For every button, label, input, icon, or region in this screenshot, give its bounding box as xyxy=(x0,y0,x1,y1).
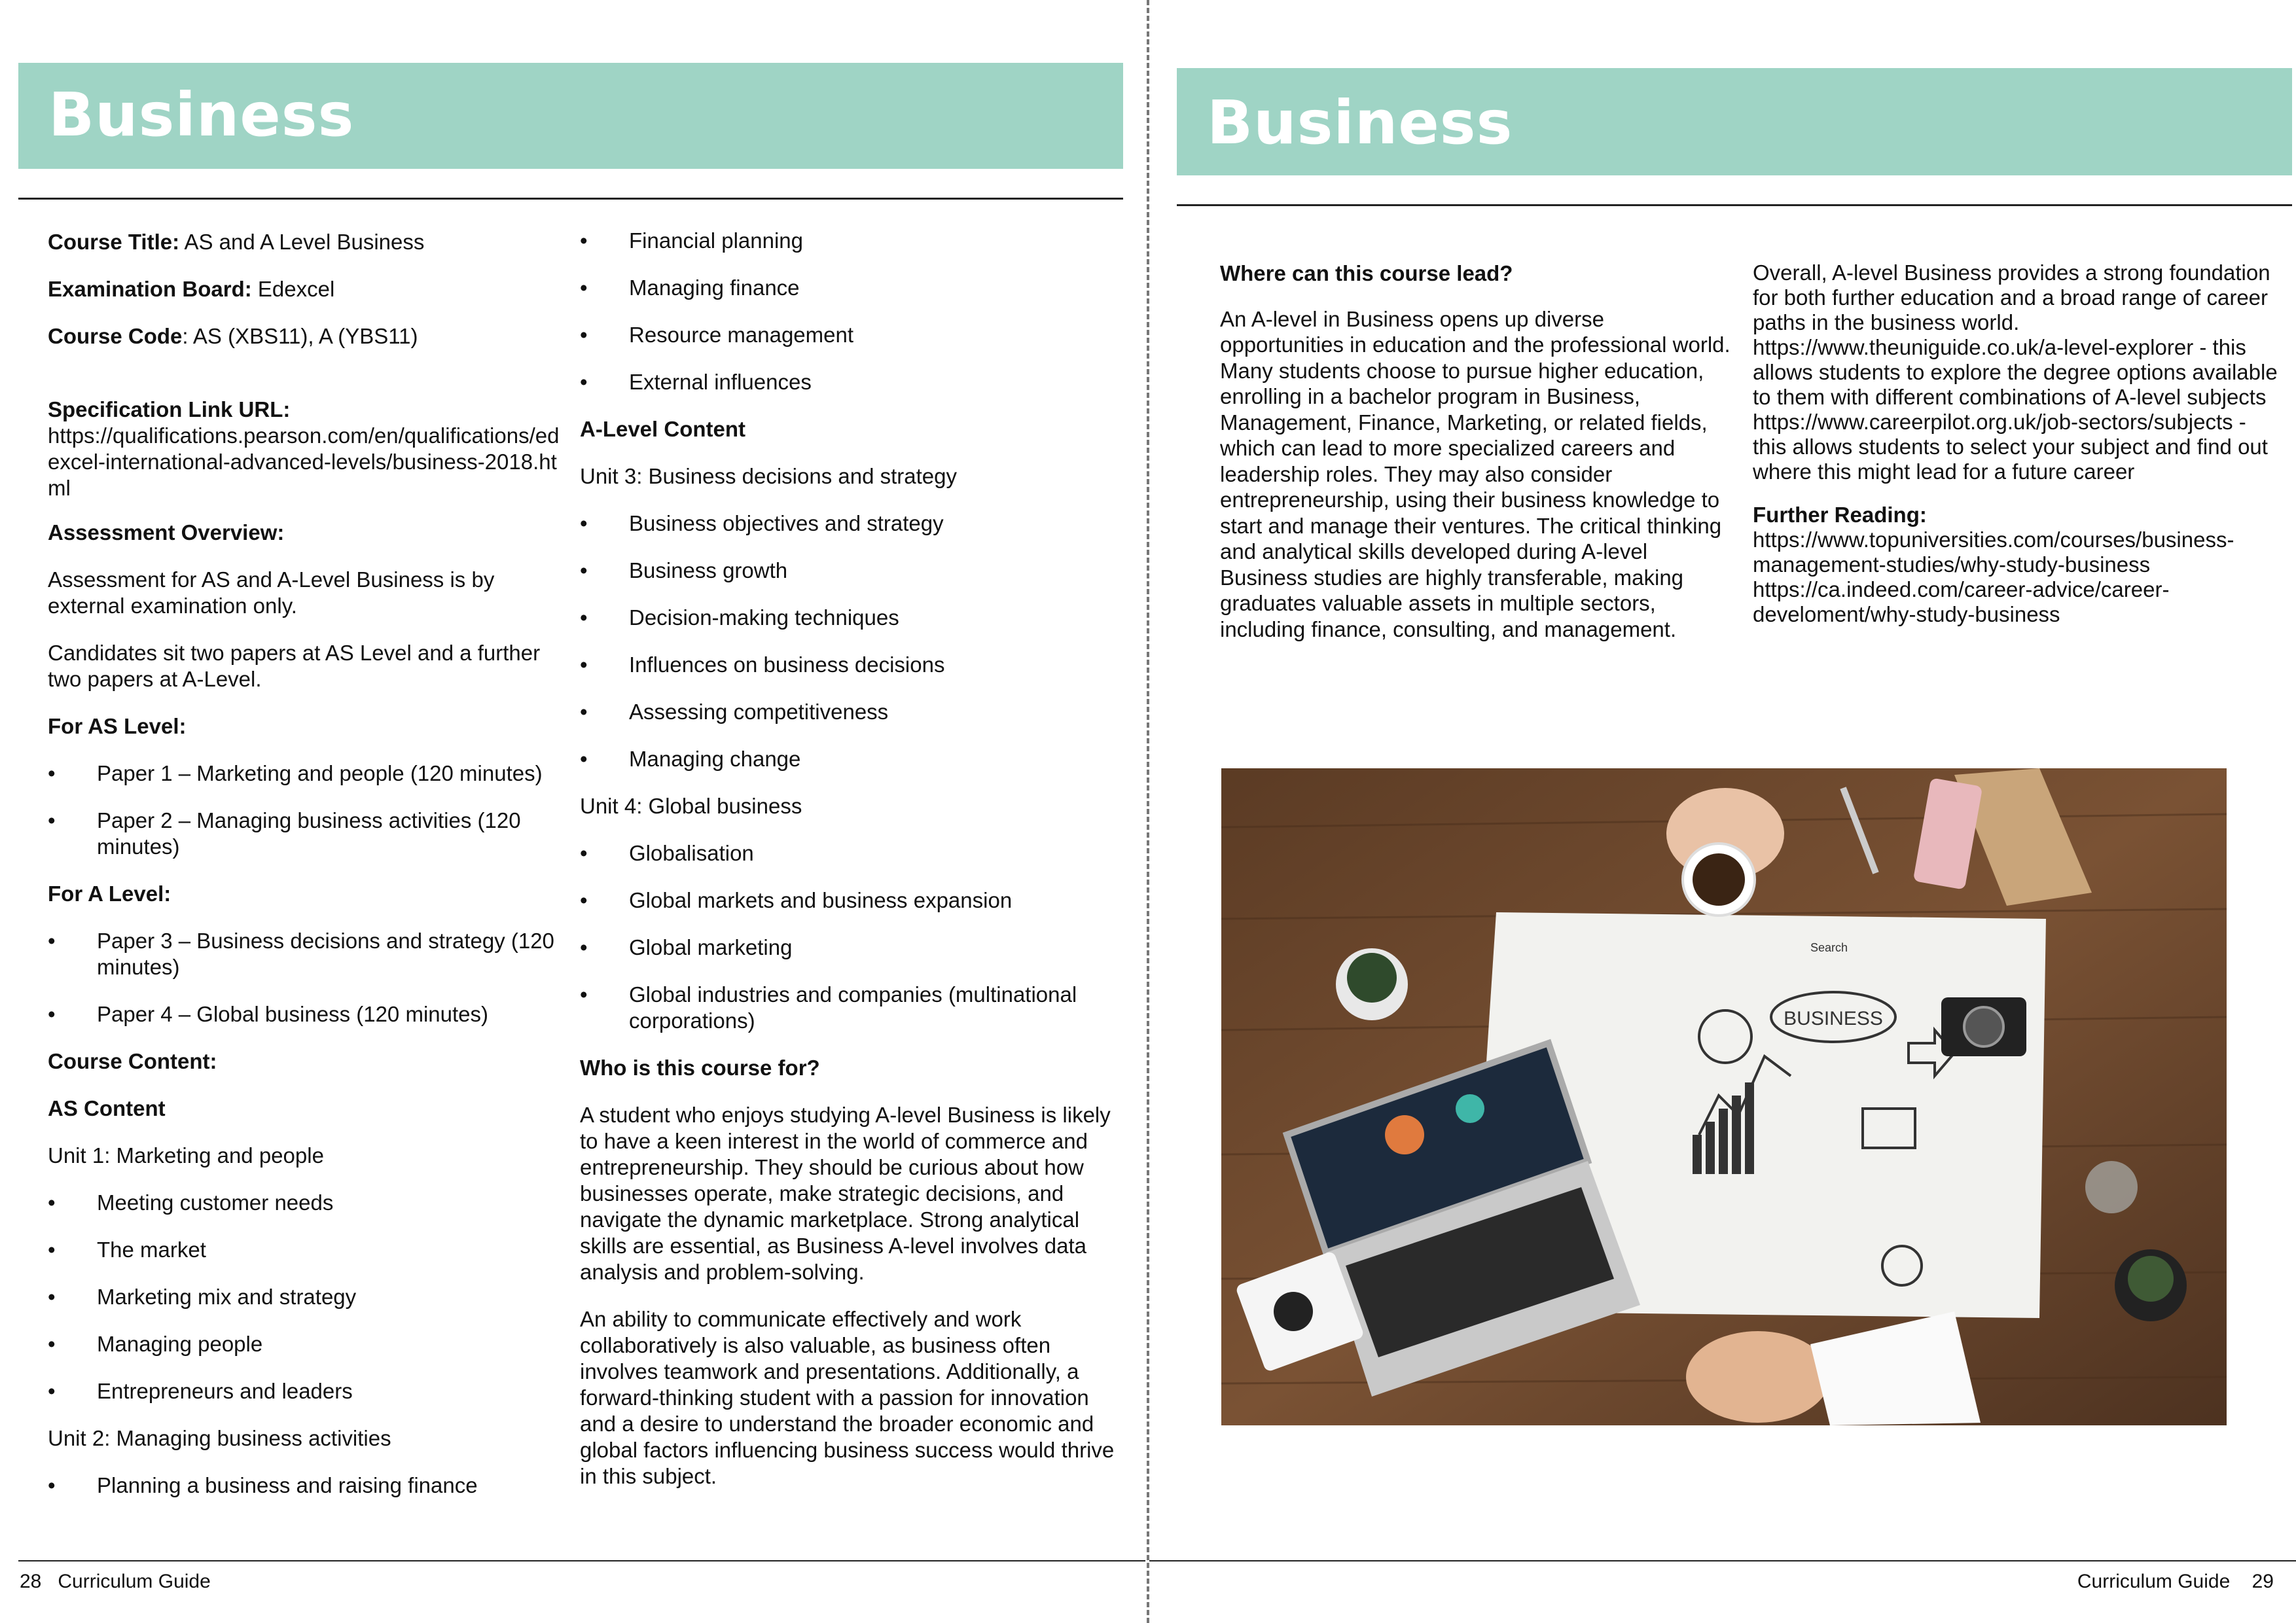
a-papers-list xyxy=(48,928,565,1027)
list-item: • Global marketing xyxy=(580,935,1130,961)
right-page-number: 29 xyxy=(2251,1571,2274,1592)
list-item: • Meeting customer needs xyxy=(48,1190,565,1216)
list-item: • External influences xyxy=(580,369,1130,395)
list-item: • Entrepreneurs and leaders xyxy=(48,1378,565,1404)
list-item: • Paper 4 – Global business (120 minutes) xyxy=(48,1001,565,1027)
right-banner xyxy=(1177,68,2292,175)
list-item: • Managing people xyxy=(48,1331,565,1357)
right-footer xyxy=(2077,1571,2274,1593)
further-reading-links[interactable]: https://www.topuniversities.com/courses/business-management-studies/why-study-business https://ca.indeed.com/career-advice/career-develoment/why-study-business xyxy=(1753,527,2234,626)
course-content-heading: Course Content: xyxy=(48,1049,217,1073)
spec-label: Specification Link URL: xyxy=(48,397,291,421)
list-item: • The market xyxy=(48,1237,565,1263)
list-item: • Globalisation xyxy=(580,840,1130,866)
further-reading-heading: Further Reading: xyxy=(1753,503,1927,527)
left-page-number: 28 xyxy=(20,1571,42,1592)
list-item: • Managing finance xyxy=(580,275,1130,301)
right-column-1 xyxy=(1220,260,1731,663)
desk-illustration xyxy=(1221,768,2227,1425)
list-item: • Influences on business decisions xyxy=(580,652,1130,678)
list-item: • Global markets and business expansion xyxy=(580,887,1130,914)
who-heading: Who is this course for? xyxy=(580,1056,820,1080)
list-item: • Resource management xyxy=(580,322,1130,348)
unit-4: Unit 4: Global business xyxy=(580,794,802,818)
glass xyxy=(2085,1161,2138,1213)
left-column-1 xyxy=(48,229,565,1520)
left-page xyxy=(0,0,1147,1623)
list-item: • Paper 3 – Business decisions and strategy (120 minutes) xyxy=(48,928,565,980)
left-footer xyxy=(20,1571,211,1593)
overall-paragraph: Overall, A-level Business provides a strong foundation for both further education and a broad range of career paths in the business world. https://www.theuniguide.co.uk/a-level-explorer - this allows students to explore the degree options available to them with different combinations of A-level subjects https://www.careerpilot.org.uk/job-sectors/subjects - this allows students to select your subject and find out where this might lead for a future career xyxy=(1753,260,2278,484)
unit-2-list-part2 xyxy=(580,228,1130,395)
course-title-value: AS and A Level Business xyxy=(179,230,425,254)
business-desk-photo xyxy=(1221,768,2227,1425)
course-code-value: : AS (XBS11), A (YBS11) xyxy=(182,324,418,348)
plant xyxy=(1347,953,1397,1003)
list-item: • Global industries and companies (multinational corporations) xyxy=(580,982,1130,1034)
list-item: • Business growth xyxy=(580,558,1130,584)
exam-board-value: Edexcel xyxy=(251,277,335,301)
photo-business-label: BUSINESS xyxy=(1784,1008,1883,1029)
writing-hands xyxy=(1686,1331,1830,1423)
as-level-heading: For AS Level: xyxy=(48,714,187,738)
list-item: • Managing change xyxy=(580,746,1130,772)
as-papers-list xyxy=(48,760,565,860)
course-code xyxy=(48,323,565,349)
lead-paragraph: An A-level in Business opens up diverse opportunities in education and the professional world. Many students choose to pursue higher education, enrolling in a bachelor program in Business, Management, Finance, Marketing, or related fields, which can lead to more specialized careers and leadership roles. They may also consider entrepreneurship, using their business knowledge to start and manage their ventures. The critical thinking and analytical skills developed during A-level Business studies are highly transferable, making graduates valuable assets in multiple sectors, including finance, consulting, and management. xyxy=(1220,306,1731,641)
assessment-heading: Assessment Overview: xyxy=(48,520,285,544)
list-item: • Financial planning xyxy=(580,228,1130,254)
a-content-heading: A-Level Content xyxy=(580,417,746,441)
photo-search-label: Search xyxy=(1810,941,1848,954)
right-banner-title: Business xyxy=(1207,88,1513,158)
left-header-rule xyxy=(18,198,1123,200)
left-footer-title: Curriculum Guide xyxy=(58,1571,211,1592)
list-item: • Paper 2 – Managing business activities (120 minutes) xyxy=(48,808,565,860)
left-column-2 xyxy=(580,228,1130,1510)
assessment-p1: Assessment for AS and A-Level Business is by external examination only. xyxy=(48,567,495,618)
unit-4-list xyxy=(580,840,1130,1034)
right-footer-title: Curriculum Guide xyxy=(2077,1571,2231,1592)
exam-board-label: Examination Board: xyxy=(48,277,252,301)
list-item: • Decision-making techniques xyxy=(580,605,1130,631)
unit-2: Unit 2: Managing business activities xyxy=(48,1426,391,1450)
list-item: • Planning a business and raising finance xyxy=(48,1472,565,1499)
course-code-label: Course Code xyxy=(48,324,183,348)
as-content-heading: AS Content xyxy=(48,1096,166,1120)
list-item: • Business objectives and strategy xyxy=(580,510,1130,537)
a-level-heading: For A Level: xyxy=(48,882,171,906)
assessment-p2: Candidates sit two papers at AS Level and a further two papers at A-Level. xyxy=(48,641,541,691)
course-title-label: Course Title: xyxy=(48,230,180,254)
unit-2-list-part1 xyxy=(48,1472,565,1499)
spec-url[interactable]: https://qualifications.pearson.com/en/qualifications/edexcel-international-advanced-levels/business-2018.html xyxy=(48,423,560,500)
right-footer-rule xyxy=(1149,1560,2296,1561)
list-item: • Marketing mix and strategy xyxy=(48,1284,565,1310)
right-column-2 xyxy=(1753,260,2283,648)
exam-board xyxy=(48,276,565,302)
list-item: • Assessing competitiveness xyxy=(580,699,1130,725)
course-title xyxy=(48,229,565,255)
left-banner-title: Business xyxy=(48,80,355,150)
unit-1-list xyxy=(48,1190,565,1404)
list-item: • Paper 1 – Marketing and people (120 minutes) xyxy=(48,760,565,787)
left-banner xyxy=(18,63,1123,169)
who-paragraph-1: A student who enjoys studying A-level Business is likely to have a keen interest in the world of commerce and entrepreneurship. They should be curious about how businesses operate, make strategic decisions, and navigate the dynamic marketplace. Strong analytical skills are essential, as Business A-level involves data analysis and problem-solving. xyxy=(580,1103,1111,1284)
left-footer-rule xyxy=(18,1560,1145,1561)
right-header-rule xyxy=(1177,204,2292,206)
lead-heading: Where can this course lead? xyxy=(1220,261,1513,285)
who-paragraph-2: An ability to communicate effectively and work collaboratively is also valuable, as business often involves teamwork and presentations. Additionally, a forward-thinking student with a passion for innovation and a desire to understand the broader economic and global factors influencing business success would thrive in this subject. xyxy=(580,1307,1115,1488)
unit-3: Unit 3: Business decisions and strategy xyxy=(580,464,957,488)
unit-3-list xyxy=(580,510,1130,772)
unit-1: Unit 1: Marketing and people xyxy=(48,1143,324,1168)
